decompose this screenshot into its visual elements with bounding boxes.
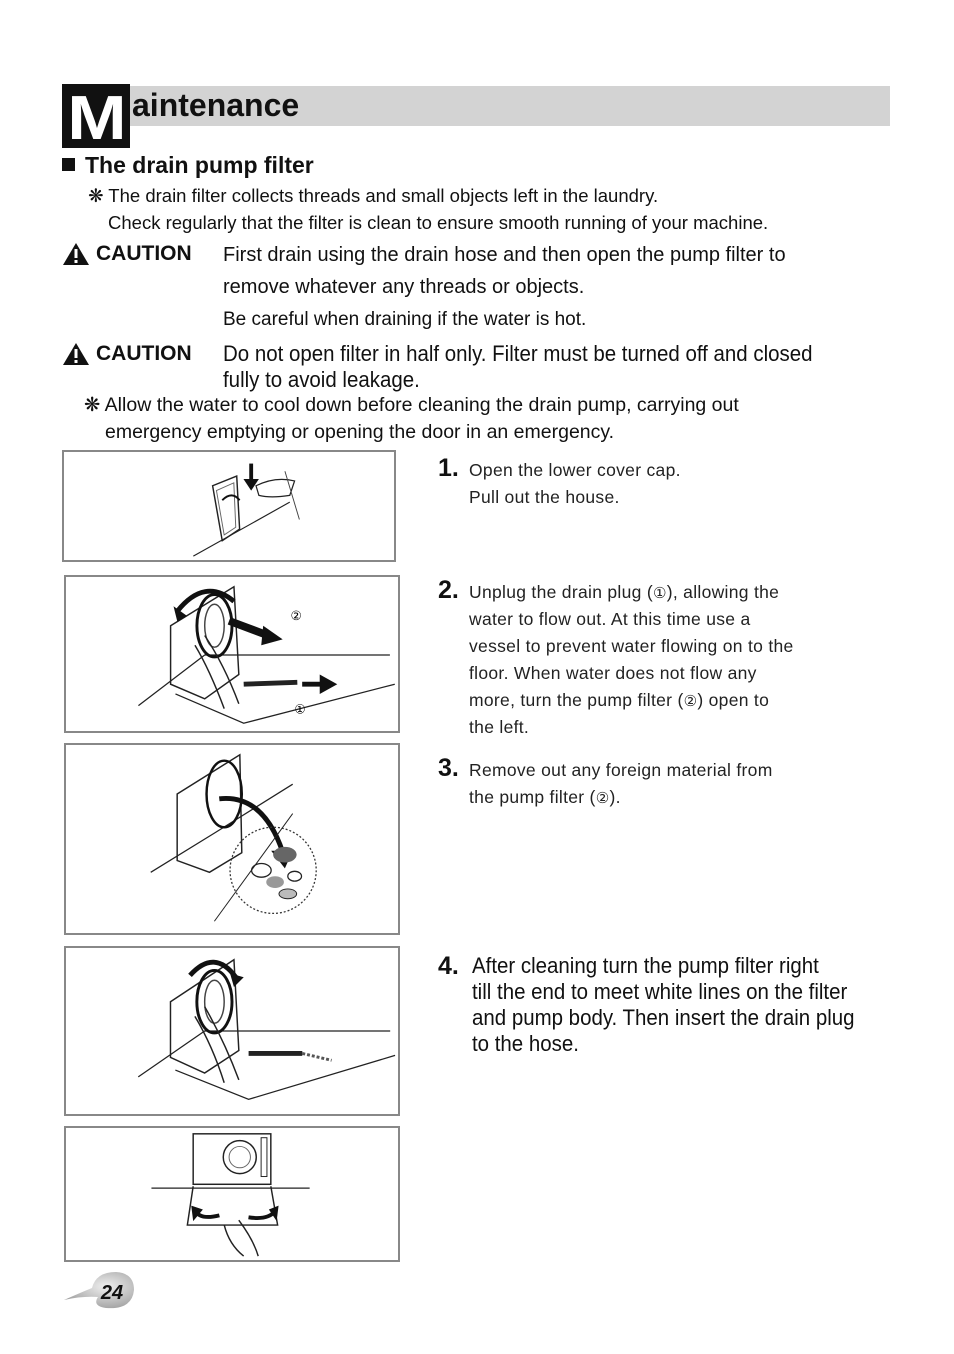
figure-open-cover [62,450,396,562]
marker-1-inline: ① [652,585,667,602]
step-4 [438,952,459,981]
marker-2-inline: ② [683,693,698,710]
page-title: aintenance [132,87,300,123]
caution-word: CAUTION [96,242,192,265]
step-4-line4: to the hose. [472,1031,579,1056]
step-2-line1-b: ), allowing the [666,582,780,602]
step-2-line1 [469,579,779,608]
step-4-number: 4. [438,952,459,980]
step-2-line6: the left. [469,717,530,737]
step-1-line2: Pull out the house. [469,487,620,507]
page-number: 24 [100,1282,124,1304]
cooling-note-line1: ❋ Allow the water to cool down before cleaning the drain pump, carrying out [84,394,739,416]
caution1-line3: Be careful when draining if the water is hot. [223,309,587,330]
step-3-line1: Remove out any foreign material from [469,760,773,780]
step-3-line2-a: the pump filter ( [469,787,596,807]
title-initial: M [67,84,125,153]
caution-label-1 [62,242,192,266]
step-3-line2-b: ). [609,787,621,807]
step-2-line4: floor. When water does not flow any [469,663,757,683]
step-2-line1-a: Unplug the drain plug ( [469,582,653,602]
step-4-line1: After cleaning turn the pump filter right [472,953,819,978]
step-2-line5-a: more, turn the pump filter ( [469,690,684,710]
section-title: The drain pump filter [85,152,314,178]
square-bullet-icon [62,158,75,171]
title-initial-block [62,84,130,153]
marker-2: ② [290,607,302,623]
caution1-line2: remove whatever any threads or objects. [223,276,585,298]
caution2-line1: Do not open filter in half only. Filter must be turned off and closed [223,341,813,366]
intro-note-line2: Check regularly that the filter is clean to ensure smooth running of your machine. [108,212,769,233]
step-3 [438,754,459,783]
step-1-line1: Open the lower cover cap. [469,460,681,480]
section-heading [62,152,314,179]
step-3-line2 [469,784,621,813]
step-2-line5 [469,687,769,716]
figure-reinsert-filter [64,946,400,1116]
lower-cover-illustration [64,452,394,560]
page-number-badge [62,1270,136,1310]
caution-word: CAUTION [96,342,192,365]
step-2-line5-b: ) open to [697,690,770,710]
caution1-line1: First drain using the drain hose and then open the pump filter to [223,244,786,266]
step-2-number: 2. [438,576,459,604]
step-2 [438,576,459,605]
page-number-shape [62,1270,136,1310]
filter-reinsert-illustration [66,948,398,1114]
step-2-line3: vessel to prevent water flowing on to the [469,636,794,656]
caution-label-2 [62,342,192,366]
step-2-line2: water to flow out. At this time use a [469,609,751,629]
step-1 [438,454,459,483]
foreign-material-illustration [66,745,398,933]
figure-unplug-drain [64,575,400,733]
step-4-line3: and pump body. Then insert the drain plug [472,1005,855,1030]
step-1-number: 1. [438,454,459,482]
intro-note-line1: ❋ The drain filter collects threads and small objects left in the laundry. [88,185,659,206]
cooling-note-line2: emergency emptying or opening the door in an emergency. [105,421,615,443]
step-4-line2: till the end to meet white lines on the filter [472,979,848,1004]
marker-2-inline: ② [595,790,610,807]
warning-icon [62,242,90,266]
figure-remove-material [64,743,400,935]
caution2-line2: fully to avoid leakage. [223,367,420,392]
warning-icon [62,342,90,366]
drain-plug-illustration [66,577,398,731]
step-3-number: 3. [438,754,459,782]
close-cover-illustration [66,1128,398,1260]
marker-1: ① [294,701,306,717]
figure-close-cover [64,1126,400,1262]
